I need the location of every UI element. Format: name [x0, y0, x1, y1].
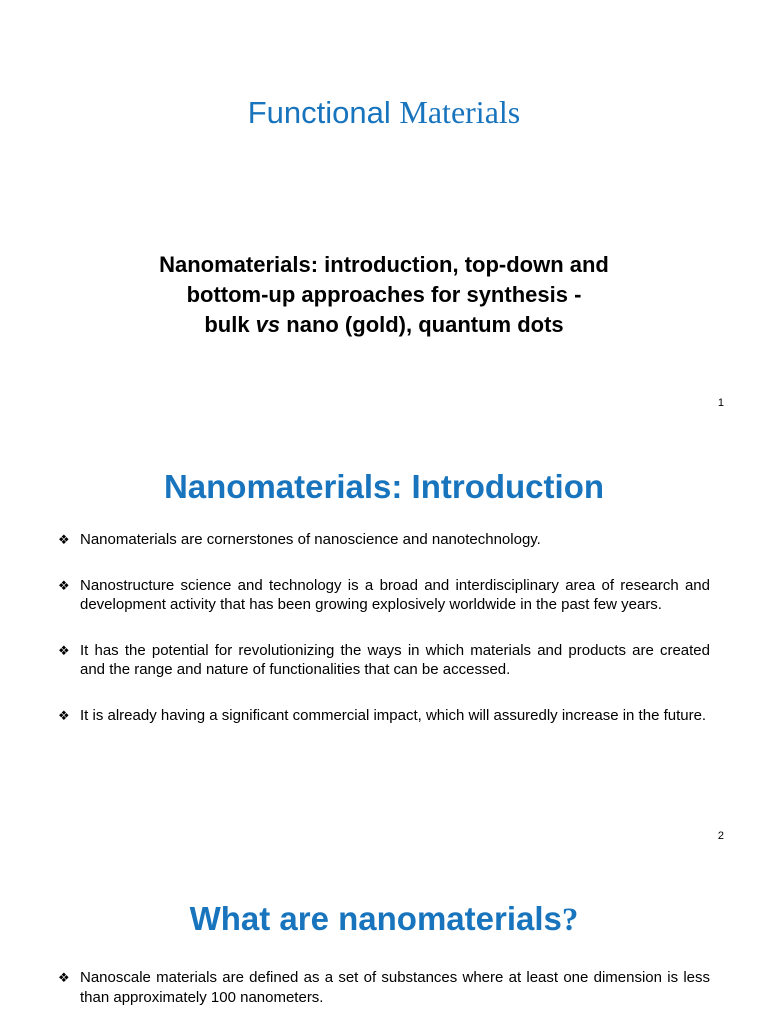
- diamond-bullet-icon: ❖: [58, 707, 70, 723]
- subtitle-line-2: bottom-up approaches for synthesis -: [186, 282, 582, 307]
- bullet-text: Nanoscale materials are defined as a set of substances where at least one dimension is less than approximately 100 nanometers.: [80, 969, 710, 1006]
- slide2-heading: Nanomaterials: Introduction: [163, 468, 605, 505]
- list-item: [56, 641, 710, 680]
- page-number-2: 2: [717, 830, 724, 842]
- list-item: [56, 706, 710, 726]
- list-item: [56, 576, 710, 615]
- page-number-1: 1: [717, 397, 724, 409]
- slide2-bullet-list: [56, 530, 710, 725]
- diamond-bullet-icon: ❖: [58, 532, 70, 547]
- subtitle-line-3: [0, 310, 768, 340]
- bullet-text: Nanostructure science and technology is a broad and interdisciplinary area of research and development activity that has been growing explosively worldwide in the past few years.: [80, 576, 710, 613]
- diamond-bullet-icon: ❖: [58, 970, 70, 985]
- slide3-heading-text: What are nanomaterials: [189, 900, 562, 937]
- subtitle-line-3-c: nano (gold), quantum dots: [280, 312, 564, 337]
- title-part-serif: Materials: [399, 94, 521, 130]
- subtitle-line-3-italic: vs: [255, 312, 281, 337]
- slide1-title: [0, 92, 768, 133]
- list-item: [56, 968, 710, 1007]
- diamond-bullet-icon: ❖: [58, 642, 70, 658]
- slide3-heading: [0, 898, 768, 941]
- title-part-sans: Functional: [247, 95, 400, 130]
- slide3-heading-mark: ?: [561, 902, 579, 938]
- bullet-text: Nanomaterials are cornerstones of nanoscience and nanotechnology.: [80, 531, 541, 548]
- slide1-subtitle: [0, 250, 768, 340]
- diamond-bullet-icon: ❖: [58, 577, 70, 593]
- bullet-text: It is already having a significant commercial impact, which will assuredly increase in the future.: [80, 706, 707, 724]
- list-item: [56, 530, 710, 550]
- subtitle-line-1: Nanomaterials: introduction, top-down and: [159, 252, 609, 277]
- subtitle-line-3-a: bulk: [204, 312, 256, 337]
- slide3-bullet-list: [56, 968, 710, 1007]
- bullet-text: It has the potential for revolutionizing the ways in which materials and products are created and the range and nature of functionalities that can be accessed.: [80, 641, 710, 678]
